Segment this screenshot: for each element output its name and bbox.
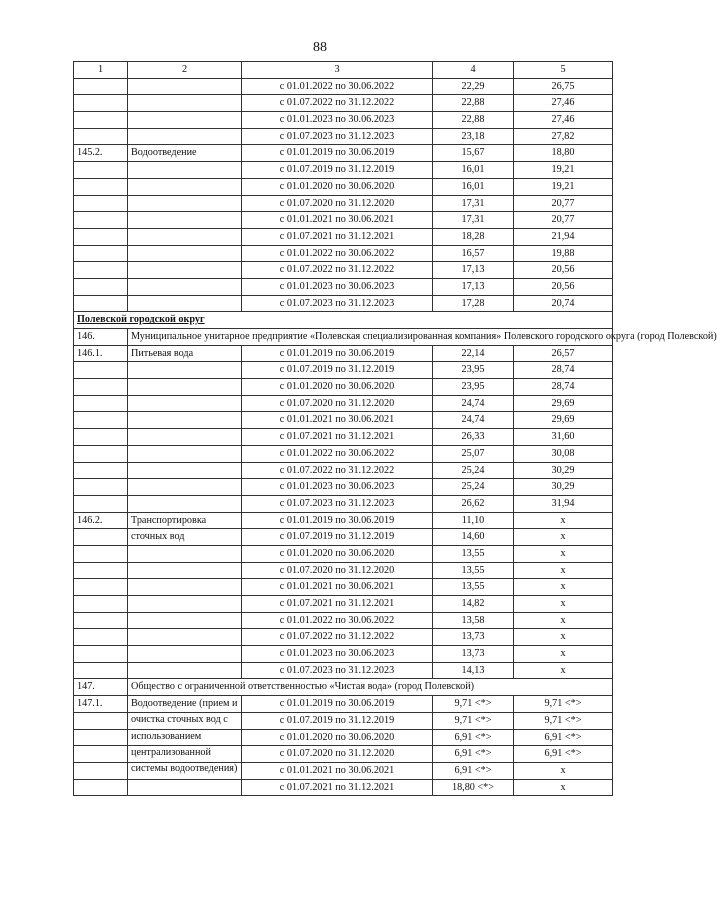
tariff-without-vat: 25,24 (433, 479, 514, 496)
table-row (74, 445, 613, 462)
table-row (74, 262, 613, 279)
tariff-without-vat: 13,55 (433, 562, 514, 579)
item-number (74, 195, 128, 212)
item-number (74, 746, 128, 763)
period: с 01.01.2023 по 30.06.2023 (242, 646, 433, 663)
item-number (74, 379, 128, 396)
table-row (74, 78, 613, 95)
tariff-without-vat: 13,55 (433, 579, 514, 596)
service-name (128, 445, 242, 462)
item-number (74, 362, 128, 379)
service-name (128, 345, 242, 362)
service-name-text: Водоотведение (прием и очистка сточных вод с использованием централизованной системы водоотведения) (131, 698, 238, 775)
service-name (128, 395, 242, 412)
service-name (128, 195, 242, 212)
service-name (128, 562, 242, 579)
tariff-with-vat: х (514, 646, 613, 663)
tariff-without-vat: 17,13 (433, 278, 514, 295)
table-row (74, 462, 613, 479)
tariff-without-vat: 16,01 (433, 178, 514, 195)
period: с 01.07.2021 по 31.12.2021 (242, 429, 433, 446)
table-row (74, 696, 613, 713)
tariff-without-vat: 18,80 <*> (433, 779, 514, 796)
service-name (128, 596, 242, 613)
tariff-without-vat: 16,57 (433, 245, 514, 262)
tariff-with-vat: х (514, 512, 613, 529)
service-name (128, 579, 242, 596)
period: с 01.07.2023 по 31.12.2023 (242, 295, 433, 312)
tariff-with-vat: 30,08 (514, 445, 613, 462)
period: с 01.01.2021 по 30.06.2021 (242, 412, 433, 429)
table-row (74, 245, 613, 262)
service-name (128, 629, 242, 646)
tariff-with-vat: х (514, 662, 613, 679)
tariff-with-vat: 19,21 (514, 162, 613, 179)
period: с 01.07.2019 по 31.12.2019 (242, 162, 433, 179)
tariff-without-vat: 17,31 (433, 212, 514, 229)
item-number (74, 529, 128, 546)
period: с 01.01.2019 по 30.06.2019 (242, 696, 433, 713)
tariff-with-vat: 20,77 (514, 212, 613, 229)
item-number: 146.2. (74, 512, 128, 529)
item-number (74, 779, 128, 796)
tariff-without-vat: 6,91 <*> (433, 746, 514, 763)
tariff-without-vat: 13,73 (433, 646, 514, 663)
period: с 01.01.2020 по 30.06.2020 (242, 729, 433, 746)
tariff-without-vat: 24,74 (433, 412, 514, 429)
item-number (74, 495, 128, 512)
tariff-with-vat: х (514, 596, 613, 613)
service-name (128, 212, 242, 229)
period: с 01.07.2020 по 31.12.2020 (242, 395, 433, 412)
tariff-without-vat: 17,31 (433, 195, 514, 212)
table-row (74, 178, 613, 195)
period: с 01.01.2021 по 30.06.2021 (242, 579, 433, 596)
table-row (74, 495, 613, 512)
service-name (128, 662, 242, 679)
table-row (74, 412, 613, 429)
period: с 01.07.2019 по 31.12.2019 (242, 529, 433, 546)
tariff-with-vat: х (514, 579, 613, 596)
tariff-with-vat: х (514, 612, 613, 629)
table-row (74, 596, 613, 613)
tariff-with-vat: 30,29 (514, 479, 613, 496)
period: с 01.07.2022 по 31.12.2022 (242, 262, 433, 279)
period: с 01.01.2020 по 30.06.2020 (242, 379, 433, 396)
tariff-with-vat: 19,21 (514, 178, 613, 195)
period: с 01.01.2019 по 30.06.2019 (242, 512, 433, 529)
item-number: 146.1. (74, 345, 128, 362)
item-number (74, 228, 128, 245)
item-number: 146. (74, 329, 128, 346)
tariff-with-vat: 26,75 (514, 78, 613, 95)
period: с 01.07.2023 по 31.12.2023 (242, 495, 433, 512)
tariff-without-vat: 22,88 (433, 112, 514, 129)
service-name (128, 245, 242, 262)
table-row (74, 162, 613, 179)
service-name (128, 612, 242, 629)
tariff-with-vat: 20,74 (514, 295, 613, 312)
item-number (74, 762, 128, 779)
tariff-without-vat: 9,71 <*> (433, 696, 514, 713)
period: с 01.01.2022 по 30.06.2022 (242, 78, 433, 95)
table-row (74, 395, 613, 412)
tariff-with-vat: 18,80 (514, 145, 613, 162)
table-row (74, 646, 613, 663)
period: с 01.07.2019 по 31.12.2019 (242, 712, 433, 729)
table-row (74, 562, 613, 579)
item-number (74, 212, 128, 229)
service-name (128, 646, 242, 663)
tariff-without-vat: 11,10 (433, 512, 514, 529)
item-number (74, 579, 128, 596)
tariff-without-vat: 17,28 (433, 295, 514, 312)
organization-name: Общество с ограниченной ответственностью «Чистая вода» (город Полевской) (128, 679, 613, 696)
tariff-without-vat: 22,14 (433, 345, 514, 362)
table-row (74, 95, 613, 112)
table-row (74, 278, 613, 295)
service-name (128, 145, 242, 162)
service-name (128, 278, 242, 295)
service-name (128, 95, 242, 112)
item-number: 147.1. (74, 696, 128, 713)
item-number (74, 245, 128, 262)
period: с 01.01.2023 по 30.06.2023 (242, 112, 433, 129)
period: с 01.01.2020 по 30.06.2020 (242, 545, 433, 562)
organization-row (74, 329, 613, 346)
service-name-text: Питьевая вода (131, 347, 194, 359)
item-number (74, 629, 128, 646)
tariff-with-vat: 28,74 (514, 379, 613, 396)
service-name (128, 162, 242, 179)
period: с 01.07.2023 по 31.12.2023 (242, 128, 433, 145)
tariff-with-vat: 21,94 (514, 228, 613, 245)
tariff-with-vat: х (514, 762, 613, 779)
period: с 01.01.2022 по 30.06.2022 (242, 445, 433, 462)
table-row (74, 362, 613, 379)
item-number (74, 445, 128, 462)
tariff-without-vat: 24,74 (433, 395, 514, 412)
item-number (74, 295, 128, 312)
tariff-table-body (74, 62, 717, 796)
service-name-text: Водоотведение (131, 147, 197, 159)
period: с 01.01.2019 по 30.06.2019 (242, 345, 433, 362)
tariff-without-vat: 17,13 (433, 262, 514, 279)
tariff-with-vat: 27,46 (514, 112, 613, 129)
tariff-without-vat: 6,91 <*> (433, 729, 514, 746)
item-number (74, 479, 128, 496)
column-header: 2 (128, 62, 242, 79)
table-row (74, 512, 613, 529)
tariff-without-vat: 23,95 (433, 379, 514, 396)
tariff-with-vat: 29,69 (514, 412, 613, 429)
region-title: Полевской городской округ (74, 312, 613, 329)
tariff-without-vat: 6,91 <*> (433, 762, 514, 779)
tariff-without-vat: 16,01 (433, 162, 514, 179)
period: с 01.01.2019 по 30.06.2019 (242, 145, 433, 162)
tariff-without-vat: 22,88 (433, 95, 514, 112)
service-name-text: Транспортировка сточных вод (131, 514, 207, 542)
table-row (74, 345, 613, 362)
tariff-without-vat: 14,82 (433, 596, 514, 613)
item-number (74, 162, 128, 179)
tariff-with-vat: х (514, 779, 613, 796)
tariff-without-vat: 14,13 (433, 662, 514, 679)
period: с 01.01.2021 по 30.06.2021 (242, 212, 433, 229)
item-number (74, 462, 128, 479)
item-number (74, 178, 128, 195)
tariff-with-vat: 9,71 <*> (514, 712, 613, 729)
tariff-with-vat: х (514, 545, 613, 562)
service-name (128, 545, 242, 562)
tariff-with-vat: 31,60 (514, 429, 613, 446)
item-number (74, 78, 128, 95)
tariff-without-vat: 23,95 (433, 362, 514, 379)
tariff-without-vat: 13,55 (433, 545, 514, 562)
table-row (74, 579, 613, 596)
item-number (74, 429, 128, 446)
item-number (74, 612, 128, 629)
tariff-without-vat: 25,24 (433, 462, 514, 479)
table-row (74, 545, 613, 562)
service-name (128, 696, 242, 775)
item-number (74, 128, 128, 145)
service-name (128, 295, 242, 312)
tariff-with-vat: 20,56 (514, 262, 613, 279)
tariff-with-vat: 29,69 (514, 395, 613, 412)
table-row (74, 212, 613, 229)
tariff-with-vat: х (514, 529, 613, 546)
period: с 01.07.2023 по 31.12.2023 (242, 662, 433, 679)
service-name (128, 479, 242, 496)
table-row (74, 662, 613, 679)
service-name (128, 779, 242, 796)
column-header: 4 (433, 62, 514, 79)
item-number (74, 662, 128, 679)
period: с 01.01.2023 по 30.06.2023 (242, 479, 433, 496)
table-row (74, 479, 613, 496)
service-name (128, 128, 242, 145)
table-row (74, 228, 613, 245)
item-number (74, 712, 128, 729)
table-row (74, 195, 613, 212)
service-name (128, 462, 242, 479)
item-number (74, 545, 128, 562)
period: с 01.07.2019 по 31.12.2019 (242, 362, 433, 379)
tariff-with-vat: х (514, 562, 613, 579)
period: с 01.07.2022 по 31.12.2022 (242, 462, 433, 479)
item-number (74, 562, 128, 579)
period: с 01.01.2022 по 30.06.2022 (242, 612, 433, 629)
item-number (74, 262, 128, 279)
item-number (74, 646, 128, 663)
tariff-without-vat: 15,67 (433, 145, 514, 162)
service-name (128, 262, 242, 279)
item-number (74, 395, 128, 412)
tariff-with-vat: 6,91 <*> (514, 746, 613, 763)
organization-row (74, 679, 613, 696)
period: с 01.01.2022 по 30.06.2022 (242, 245, 433, 262)
tariff-with-vat: 27,82 (514, 128, 613, 145)
item-number (74, 729, 128, 746)
table-row (74, 112, 613, 129)
service-name (128, 78, 242, 95)
item-number (74, 95, 128, 112)
tariff-with-vat: х (514, 629, 613, 646)
tariff-without-vat: 13,73 (433, 629, 514, 646)
column-header: 1 (74, 62, 128, 79)
tariff-without-vat: 9,71 <*> (433, 712, 514, 729)
period: с 01.07.2020 по 31.12.2020 (242, 746, 433, 763)
tariff-with-vat: 9,71 <*> (514, 696, 613, 713)
period: с 01.01.2020 по 30.06.2020 (242, 178, 433, 195)
tariff-without-vat: 14,60 (433, 529, 514, 546)
service-name (128, 112, 242, 129)
tariff-with-vat: 30,29 (514, 462, 613, 479)
tariff-without-vat: 26,33 (433, 429, 514, 446)
tariff-without-vat: 13,58 (433, 612, 514, 629)
column-header: 3 (242, 62, 433, 79)
period: с 01.01.2023 по 30.06.2023 (242, 278, 433, 295)
item-number (74, 412, 128, 429)
period: с 01.01.2021 по 30.06.2021 (242, 762, 433, 779)
table-row (74, 379, 613, 396)
period: с 01.07.2021 по 31.12.2021 (242, 596, 433, 613)
item-number (74, 112, 128, 129)
period: с 01.07.2020 по 31.12.2020 (242, 562, 433, 579)
item-number: 147. (74, 679, 128, 696)
service-name (128, 512, 242, 542)
tariff-with-vat: 27,46 (514, 95, 613, 112)
service-name (128, 429, 242, 446)
service-name (128, 379, 242, 396)
item-number: 145.2. (74, 145, 128, 162)
tariff-with-vat: 6,91 <*> (514, 729, 613, 746)
tariff-without-vat: 26,62 (433, 495, 514, 512)
item-number (74, 596, 128, 613)
table-row (74, 612, 613, 629)
tariff-without-vat: 18,28 (433, 228, 514, 245)
service-name (128, 495, 242, 512)
region-row (74, 312, 613, 329)
tariff-with-vat: 28,74 (514, 362, 613, 379)
period: с 01.07.2021 по 31.12.2021 (242, 228, 433, 245)
tariff-without-vat: 22,29 (433, 78, 514, 95)
period: с 01.07.2020 по 31.12.2020 (242, 195, 433, 212)
tariff-without-vat: 23,18 (433, 128, 514, 145)
table-row (74, 429, 613, 446)
tariff-with-vat: 20,56 (514, 278, 613, 295)
column-header: 5 (514, 62, 613, 79)
tariff-with-vat: 31,94 (514, 495, 613, 512)
item-number (74, 278, 128, 295)
table-row (74, 779, 613, 796)
table-row (74, 295, 613, 312)
tariff-with-vat: 19,88 (514, 245, 613, 262)
organization-name: Муниципальное унитарное предприятие «Полевская специализированная компания» Полевского городского округа (город Полевской) (128, 329, 613, 346)
period: с 01.07.2021 по 31.12.2021 (242, 779, 433, 796)
tariff-table (73, 61, 717, 796)
header-row (74, 62, 613, 79)
service-name (128, 178, 242, 195)
period: с 01.07.2022 по 31.12.2022 (242, 629, 433, 646)
tariff-without-vat: 25,07 (433, 445, 514, 462)
table-row (74, 145, 613, 162)
page-number: 88 (313, 40, 327, 55)
table-row (74, 128, 613, 145)
period: с 01.07.2022 по 31.12.2022 (242, 95, 433, 112)
tariff-with-vat: 20,77 (514, 195, 613, 212)
tariff-with-vat: 26,57 (514, 345, 613, 362)
service-name (128, 412, 242, 429)
service-name (128, 362, 242, 379)
service-name (128, 228, 242, 245)
table-row (74, 629, 613, 646)
